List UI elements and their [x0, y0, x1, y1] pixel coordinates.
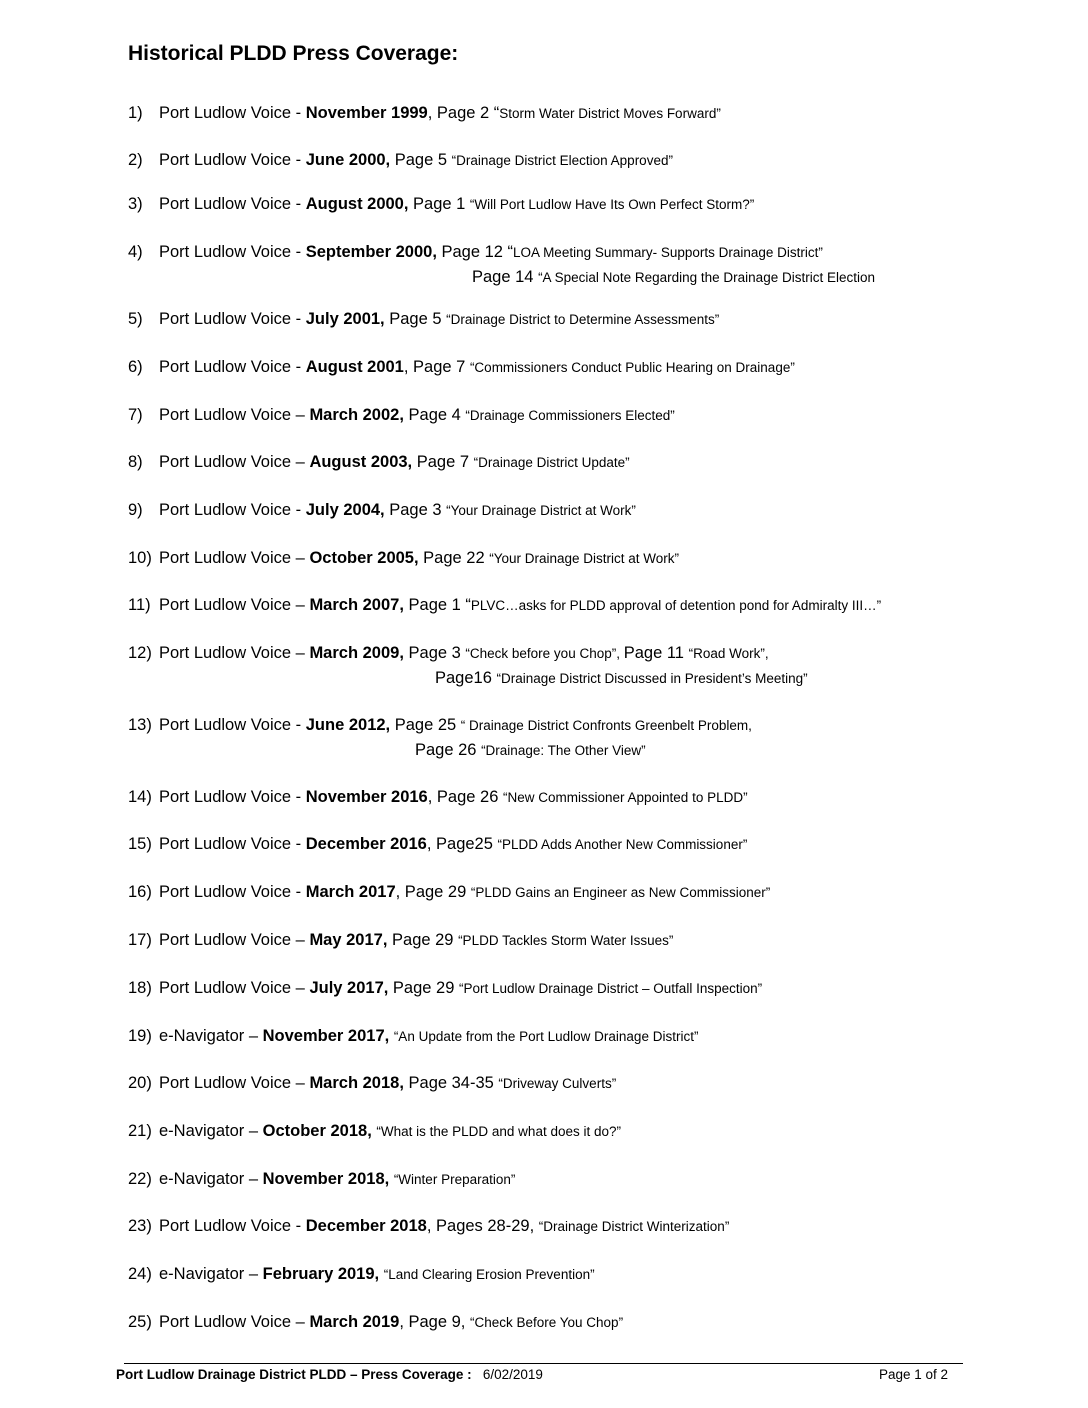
footer-divider [124, 1363, 963, 1364]
issue-date: March 2019 [309, 1313, 400, 1331]
issue-date: November 2018, [262, 1170, 390, 1188]
article-title: “PLDD Gains an Engineer as New Commissioner” [470, 885, 771, 900]
item-number: 16) [128, 883, 152, 901]
item-number: 18) [128, 979, 152, 997]
article-title: “Drainage District Election Approved” [451, 153, 673, 168]
page-reference: , Page 2 “ [427, 104, 500, 122]
item-number: 1) [128, 104, 143, 122]
publication-name: e-Navigator – [159, 1170, 263, 1188]
article-title: “Drainage District Update” [473, 455, 630, 470]
issue-date: November 2016 [305, 788, 428, 806]
publication-name: Port Ludlow Voice – [159, 931, 310, 949]
list-item [128, 1074, 616, 1093]
article-title: “Will Port Ludlow Have Its Own Perfect Storm?” [469, 197, 755, 212]
item-number: 20) [128, 1074, 152, 1092]
page-reference: Page 22 [418, 549, 490, 567]
list-item [128, 151, 673, 170]
list-item [128, 835, 747, 854]
page-reference: , Pages 28-29, [426, 1217, 539, 1235]
issue-date: February 2019, [262, 1265, 380, 1283]
publication-name: Port Ludlow Voice - [159, 501, 306, 519]
article-title: LOA Meeting Summary- Supports Drainage District” [513, 245, 823, 260]
article-title: Storm Water District Moves Forward” [499, 106, 721, 121]
list-item [128, 195, 754, 214]
publication-name: Port Ludlow Voice - [159, 1217, 306, 1235]
list-item [128, 931, 673, 950]
page-reference: Page 34-35 [403, 1074, 499, 1092]
item-number: 13) [128, 716, 152, 734]
publication-name: Port Ludlow Voice – [159, 1074, 310, 1092]
publication-name: Port Ludlow Voice – [159, 596, 310, 614]
page-reference: Page 26 [415, 741, 482, 759]
page-reference: Page 4 [403, 406, 466, 424]
list-item [128, 644, 769, 663]
article-title: “Winter Preparation” [393, 1172, 516, 1187]
publication-name: Port Ludlow Voice – [159, 979, 310, 997]
list-item [128, 716, 752, 735]
publication-name: Port Ludlow Voice - [159, 883, 306, 901]
page-reference: Page 3 [384, 501, 447, 519]
list-item [128, 358, 795, 377]
list-item [128, 1170, 515, 1189]
item-number: 8) [128, 453, 143, 471]
page-reference: Page 14 [472, 268, 539, 286]
page-reference: Page 29 [387, 931, 459, 949]
article-title: “Check Before You Chop” [469, 1315, 624, 1330]
issue-date: March 2007, [309, 596, 404, 614]
footer-page-number: Page 1 of 2 [878, 1367, 948, 1382]
issue-date: November 2017, [262, 1027, 390, 1045]
article-title: “Your Drainage District at Work” [489, 551, 680, 566]
article-title: “PLDD Adds Another New Commissioner” [497, 837, 748, 852]
issue-date: May 2017, [309, 931, 388, 949]
issue-date: June 2000, [305, 151, 391, 169]
page-reference: Page 11 [623, 644, 689, 662]
page-reference: , Page 9, [399, 1313, 470, 1331]
list-item [128, 1265, 595, 1284]
item-number: 4) [128, 243, 143, 261]
page-reference: Page 1 [408, 195, 470, 213]
issue-date: October 2005, [309, 549, 419, 567]
article-title: “What is the PLDD and what does it do?” [376, 1124, 621, 1139]
list-item [128, 788, 748, 807]
list-item [128, 1027, 698, 1046]
publication-name: e-Navigator – [159, 1027, 263, 1045]
page-reference: , Page25 [426, 835, 498, 853]
article-title: “Drainage: The Other View” [481, 743, 646, 758]
item-number: 19) [128, 1027, 152, 1045]
item-number: 24) [128, 1265, 152, 1283]
page-reference: Page16 [435, 669, 497, 687]
publication-name: Port Ludlow Voice - [159, 104, 306, 122]
issue-date: December 2018 [305, 1217, 427, 1235]
item-number: 5) [128, 310, 143, 328]
publication-name: Port Ludlow Voice – [159, 644, 310, 662]
publication-name: Port Ludlow Voice – [159, 1313, 310, 1331]
publication-name: Port Ludlow Voice - [159, 716, 306, 734]
issue-date: March 2002, [309, 406, 404, 424]
item-number: 10) [128, 549, 152, 567]
issue-date: November 1999 [305, 104, 428, 122]
item-number: 3) [128, 195, 143, 213]
publication-name: Port Ludlow Voice – [159, 549, 310, 567]
article-title: “Check before you Chop”, [465, 646, 624, 661]
issue-date: September 2000, [305, 243, 437, 261]
article-title: “ Drainage District Confronts Greenbelt Problem, [460, 718, 752, 733]
item-number: 14) [128, 788, 152, 806]
publication-name: Port Ludlow Voice - [159, 358, 306, 376]
article-title: “Drainage Commissioners Elected” [465, 408, 675, 423]
list-item [128, 243, 823, 262]
article-title: “Drainage District Winterization” [538, 1219, 730, 1234]
publication-name: e-Navigator – [159, 1265, 263, 1283]
item-number: 9) [128, 501, 143, 519]
list-item [128, 883, 770, 902]
page-reference: Page 29 [388, 979, 459, 997]
list-item [128, 310, 719, 329]
article-title: “Road Work”, [688, 646, 769, 661]
item-number: 22) [128, 1170, 152, 1188]
article-title: “Drainage District to Determine Assessments” [446, 312, 720, 327]
publication-name: Port Ludlow Voice - [159, 195, 306, 213]
article-title: “Port Ludlow Drainage District – Outfall Inspection” [458, 981, 763, 996]
issue-date: March 2017 [305, 883, 396, 901]
page-reference: , Page 26 [427, 788, 503, 806]
list-item [128, 596, 881, 615]
issue-date: March 2009, [309, 644, 404, 662]
page-reference: Page 3 [403, 644, 466, 662]
item-number: 21) [128, 1122, 152, 1140]
footer-document-title: Port Ludlow Drainage District PLDD – Press Coverage : [116, 1367, 472, 1382]
page-reference: , Page 29 [395, 883, 471, 901]
article-title: PLVC…asks for PLDD approval of detention pond for Admiralty III…” [470, 598, 882, 613]
article-title: “Your Drainage District at Work” [446, 503, 636, 518]
page-reference: Page 12 “ [436, 243, 514, 261]
list-item-continuation [415, 741, 646, 760]
list-item [128, 979, 762, 998]
issue-date: August 2000, [305, 195, 409, 213]
list-item [128, 453, 630, 472]
publication-name: Port Ludlow Voice – [159, 453, 310, 471]
article-title: “An Update from the Port Ludlow Drainage District” [393, 1029, 699, 1044]
list-item [128, 1122, 621, 1141]
page-title: Historical PLDD Press Coverage: [128, 42, 459, 65]
page-reference: Page 5 [390, 151, 452, 169]
list-item [128, 406, 675, 425]
item-number: 6) [128, 358, 143, 376]
issue-date: June 2012, [305, 716, 391, 734]
list-item [128, 501, 636, 520]
page-reference: Page 25 [390, 716, 461, 734]
publication-name: Port Ludlow Voice - [159, 788, 306, 806]
issue-date: July 2001, [305, 310, 385, 328]
page-reference: Page 1 “ [403, 596, 471, 614]
item-number: 11) [128, 596, 151, 614]
item-number: 2) [128, 151, 143, 169]
issue-date: October 2018, [262, 1122, 372, 1140]
publication-name: Port Ludlow Voice - [159, 151, 306, 169]
issue-date: July 2004, [305, 501, 385, 519]
list-item [128, 1313, 623, 1332]
publication-name: e-Navigator – [159, 1122, 263, 1140]
page-footer [116, 1367, 948, 1382]
list-item-continuation [472, 268, 875, 287]
item-number: 17) [128, 931, 152, 949]
issue-date: March 2018, [309, 1074, 404, 1092]
issue-date: December 2016 [305, 835, 427, 853]
publication-name: Port Ludlow Voice - [159, 243, 306, 261]
list-item-continuation [435, 669, 808, 688]
article-title: “PLDD Tackles Storm Water Issues” [458, 933, 674, 948]
item-number: 12) [128, 644, 152, 662]
item-number: 25) [128, 1313, 152, 1331]
article-title: “A Special Note Regarding the Drainage District Election [538, 270, 875, 285]
list-item [128, 104, 721, 123]
page-reference: , Page 7 [403, 358, 470, 376]
article-title: “Commissioners Conduct Public Hearing on Drainage” [469, 360, 795, 375]
page-reference: Page 5 [384, 310, 447, 328]
article-title: “Drainage District Discussed in President’s Meeting” [496, 671, 808, 686]
issue-date: August 2003, [309, 453, 413, 471]
issue-date: August 2001 [305, 358, 404, 376]
publication-name: Port Ludlow Voice - [159, 835, 306, 853]
list-item [128, 1217, 729, 1236]
item-number: 23) [128, 1217, 152, 1235]
publication-name: Port Ludlow Voice – [159, 406, 310, 424]
article-title: “Land Clearing Erosion Prevention” [383, 1267, 595, 1282]
article-title: “Driveway Culverts” [498, 1076, 617, 1091]
page-reference: Page 7 [412, 453, 474, 471]
publication-name: Port Ludlow Voice - [159, 310, 306, 328]
footer-date: 6/02/2019 [482, 1367, 543, 1382]
article-title: “New Commissioner Appointed to PLDD” [502, 790, 748, 805]
item-number: 15) [128, 835, 152, 853]
item-number: 7) [128, 406, 143, 424]
issue-date: July 2017, [309, 979, 389, 997]
list-item [128, 549, 679, 568]
